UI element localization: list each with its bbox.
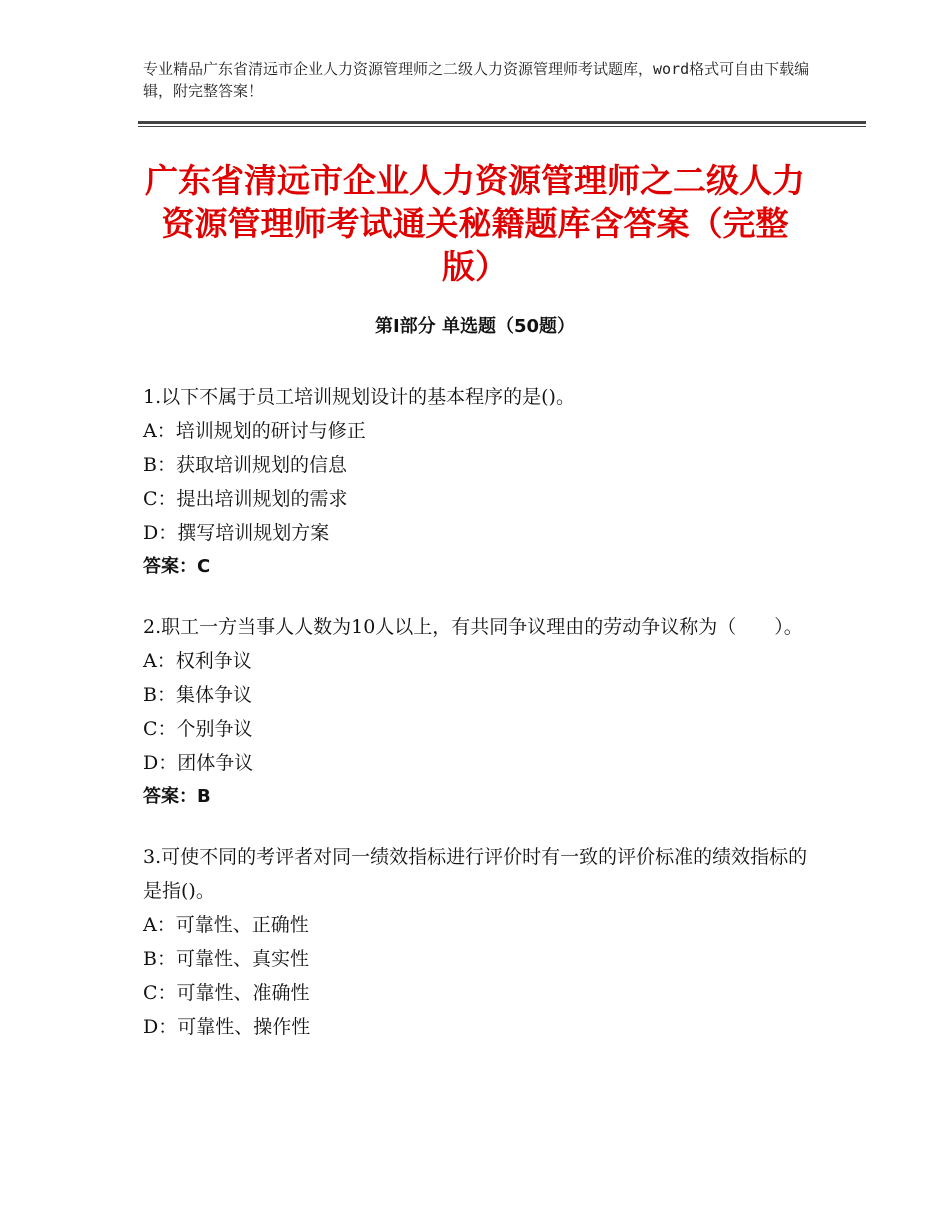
option-a: A：权利争议 bbox=[143, 650, 252, 672]
question-2 bbox=[143, 610, 813, 814]
option-b: B：可靠性、真实性 bbox=[143, 948, 309, 970]
question-list bbox=[143, 380, 813, 1070]
option-d: D：撰写培训规划方案 bbox=[143, 522, 330, 544]
question-stem: 3.可使不同的考评者对同一绩效指标进行评价时有一致的评价标准的绩效指标的是指()。 bbox=[143, 846, 808, 902]
option-c: C：个别争议 bbox=[143, 718, 253, 740]
option-b: B：集体争议 bbox=[143, 684, 252, 706]
header-rule-thin bbox=[138, 126, 866, 127]
answer: 答案：C bbox=[143, 556, 211, 577]
option-a: A：培训规划的研讨与修正 bbox=[143, 420, 366, 442]
option-d: D：可靠性、操作性 bbox=[143, 1016, 311, 1038]
question-stem: 1.以下不属于员工培训规划设计的基本程序的是()。 bbox=[143, 386, 575, 408]
section-title: 第Ⅰ部分 单选题（50题） bbox=[374, 316, 575, 337]
option-a: A：可靠性、正确性 bbox=[143, 914, 309, 936]
option-d: D：团体争议 bbox=[143, 752, 254, 774]
option-c: C：可靠性、准确性 bbox=[143, 982, 310, 1004]
answer: 答案：B bbox=[143, 786, 211, 807]
header-rule-thick bbox=[138, 121, 866, 124]
question-stem: 2.职工一方当事人人数为10人以上，有共同争议理由的劳动争议称为（ ）。 bbox=[143, 616, 803, 638]
document-title: 广东省清远市企业人力资源管理师之二级人力资源管理师考试通关秘籍题库含答案（完整版） bbox=[145, 161, 805, 286]
question-1 bbox=[143, 380, 813, 584]
header-note: 专业精品广东省清远市企业人力资源管理师之二级人力资源管理师考试题库，word格式可自由下载编辑，附完整答案！ bbox=[143, 60, 810, 100]
option-c: C：提出培训规划的需求 bbox=[143, 488, 348, 510]
option-b: B：获取培训规划的信息 bbox=[143, 454, 347, 476]
question-3 bbox=[143, 840, 813, 1044]
